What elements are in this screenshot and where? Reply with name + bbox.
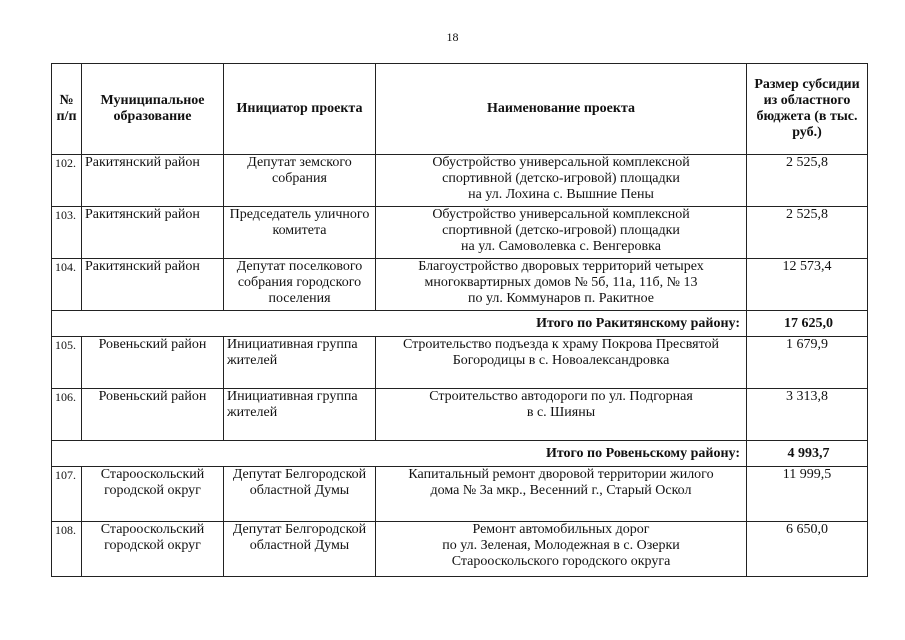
row-municipality: Ровеньский район [82, 337, 224, 389]
row-initiator: Инициативная группа жителей [224, 337, 376, 389]
row-initiator: Депутат Белгородской областной Думы [224, 522, 376, 577]
total-row [52, 441, 868, 467]
project-line: по ул. Зеленая, Молодежная в с. Озерки [442, 538, 680, 553]
row-num: 105. [52, 337, 82, 389]
table-row [52, 522, 868, 577]
project-line: Обустройство универсальной комплексной [432, 207, 690, 222]
row-initiator: Депутат земского собрания [224, 155, 376, 207]
row-project [376, 259, 747, 311]
project-line: Строительство подъезда к храму Покрова Пресвятой [402, 337, 720, 352]
project-line: многоквартирных домов № 5б, 11а, 11б, № 13 [424, 275, 698, 290]
total-value: 17 625,0 [747, 311, 868, 337]
project-line: Старооскольского городского округа [451, 554, 671, 569]
table-row [52, 155, 868, 207]
project-line: Капитальный ремонт дворовой территории жилого [408, 467, 714, 482]
row-amount: 1 679,9 [747, 337, 868, 389]
project-line: на ул. Самоволевка с. Венгеровка [461, 239, 661, 254]
row-num: 106. [52, 389, 82, 441]
row-amount: 3 313,8 [747, 389, 868, 441]
table-header-row [52, 64, 868, 155]
row-num: 102. [52, 155, 82, 207]
row-project [376, 522, 747, 577]
row-municipality: Старооскольский городской округ [82, 467, 224, 522]
table-row [52, 467, 868, 522]
row-num: 104. [52, 259, 82, 311]
table-row [52, 259, 868, 311]
header-initiator: Инициатор проекта [224, 64, 376, 155]
row-project [376, 337, 747, 389]
row-initiator: Инициативная группа жителей [224, 389, 376, 441]
project-line: Богородицы в с. Новоалександровка [452, 353, 670, 368]
header-amount: Размер субсидии из областного бюджета (в тыс. руб.) [747, 64, 868, 155]
row-num: 108. [52, 522, 82, 577]
row-num: 107. [52, 467, 82, 522]
project-line: спортивной (детско-игровой) площадки [442, 223, 680, 238]
project-line: Благоустройство дворовых территорий четырех [418, 259, 704, 274]
row-initiator: Председатель уличного комитета [224, 207, 376, 259]
total-label: Итого по Ракитянскому району: [52, 311, 747, 337]
header-num: № п/п [52, 64, 82, 155]
project-line: на ул. Лохина с. Вышние Пены [468, 187, 654, 202]
row-amount: 2 525,8 [747, 207, 868, 259]
row-initiator: Депутат Белгородской областной Думы [224, 467, 376, 522]
row-amount: 6 650,0 [747, 522, 868, 577]
project-line: Строительство автодороги по ул. Подгорная [429, 389, 693, 404]
table-row [52, 337, 868, 389]
project-line: в с. Шияны [526, 405, 596, 420]
project-line: Обустройство универсальной комплексной [432, 155, 690, 170]
row-initiator: Депутат поселкового собрания городского поселения [224, 259, 376, 311]
header-project: Наименование проекта [376, 64, 747, 155]
row-municipality: Ракитянский район [82, 155, 224, 207]
project-line: Ремонт автомобильных дорог [472, 522, 650, 537]
row-project [376, 389, 747, 441]
row-amount: 11 999,5 [747, 467, 868, 522]
project-line: по ул. Коммунаров п. Ракитное [467, 291, 655, 306]
total-label: Итого по Ровеньскому району: [52, 441, 747, 467]
row-amount: 2 525,8 [747, 155, 868, 207]
row-amount: 12 573,4 [747, 259, 868, 311]
total-value: 4 993,7 [747, 441, 868, 467]
header-municipality: Муниципальное образование [82, 64, 224, 155]
row-project [376, 155, 747, 207]
project-line: дома № 3а мкр., Весенний г., Старый Оскол [430, 483, 692, 498]
project-line: спортивной (детско-игровой) площадки [442, 171, 680, 186]
row-num: 103. [52, 207, 82, 259]
row-municipality: Ракитянский район [82, 207, 224, 259]
table-row [52, 207, 868, 259]
row-municipality: Ракитянский район [82, 259, 224, 311]
page-number: 18 [446, 30, 459, 44]
total-row [52, 311, 868, 337]
row-project [376, 467, 747, 522]
row-municipality: Ровеньский район [82, 389, 224, 441]
subsidy-table [51, 63, 868, 577]
row-project [376, 207, 747, 259]
row-municipality: Старооскольский городской округ [82, 522, 224, 577]
table-row [52, 389, 868, 441]
